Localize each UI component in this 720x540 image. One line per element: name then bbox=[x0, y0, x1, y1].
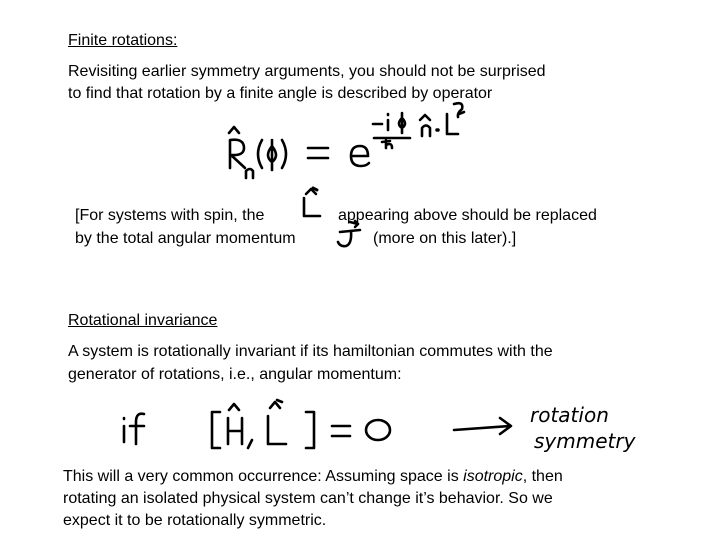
handwritten-L bbox=[447, 114, 458, 134]
handwritten-rotation-symmetry: rotation bbox=[530, 403, 609, 427]
handwritten-zero bbox=[366, 420, 390, 440]
equals-sign bbox=[308, 148, 328, 158]
paragraph-line: generator of rotations, i.e., angular momentum: bbox=[68, 366, 402, 383]
left-bracket bbox=[212, 412, 220, 448]
section-title-finite-rotations: Finite rotations: bbox=[68, 32, 178, 49]
hat-symbol bbox=[229, 127, 239, 133]
emphasis-isotropic: isotropic bbox=[463, 468, 523, 485]
arrow-icon bbox=[454, 418, 511, 434]
paragraph-line: to find that rotation by a finite angle is described by operator bbox=[68, 85, 493, 102]
handwritten-L-hat-icon bbox=[296, 184, 336, 224]
handwritten-L bbox=[268, 416, 286, 444]
hbar-symbol bbox=[382, 140, 392, 148]
conclusion-line: This will a very common occurrence: Assuming space is isotropic, then bbox=[63, 468, 563, 485]
commutator-equation bbox=[110, 390, 650, 465]
section-title-rotational-invariance: Rotational invariance bbox=[68, 312, 218, 329]
handwritten-rotation-symmetry: symmetry bbox=[534, 429, 636, 453]
handwritten-phi bbox=[268, 140, 276, 170]
conclusion-line: rotating an isolated physical system can’t change it’s behavior. So we bbox=[63, 490, 553, 507]
handwritten-e bbox=[351, 146, 369, 166]
equals-sign bbox=[332, 426, 350, 436]
spin-note-text: [For systems with spin, the bbox=[75, 207, 265, 224]
right-bracket bbox=[306, 412, 314, 448]
paragraph-line: Revisiting earlier symmetry arguments, you should not be surprised bbox=[68, 63, 546, 80]
spin-note-text: by the total angular momentum bbox=[75, 230, 296, 247]
handwritten-H bbox=[228, 418, 242, 444]
rotation-operator-equation bbox=[210, 100, 500, 185]
conclusion-line: expect it to be rotationally symmetric. bbox=[63, 512, 327, 529]
spin-note-text: (more on this later).] bbox=[373, 230, 517, 247]
paragraph-line: A system is rotationally invariant if its hamiltonian commutes with the bbox=[68, 343, 553, 360]
spin-note-text: appearing above should be replaced bbox=[338, 207, 597, 224]
handwritten-subscript-n bbox=[246, 169, 253, 178]
handwritten-R bbox=[230, 140, 245, 168]
handwritten-J-icon bbox=[332, 218, 372, 252]
